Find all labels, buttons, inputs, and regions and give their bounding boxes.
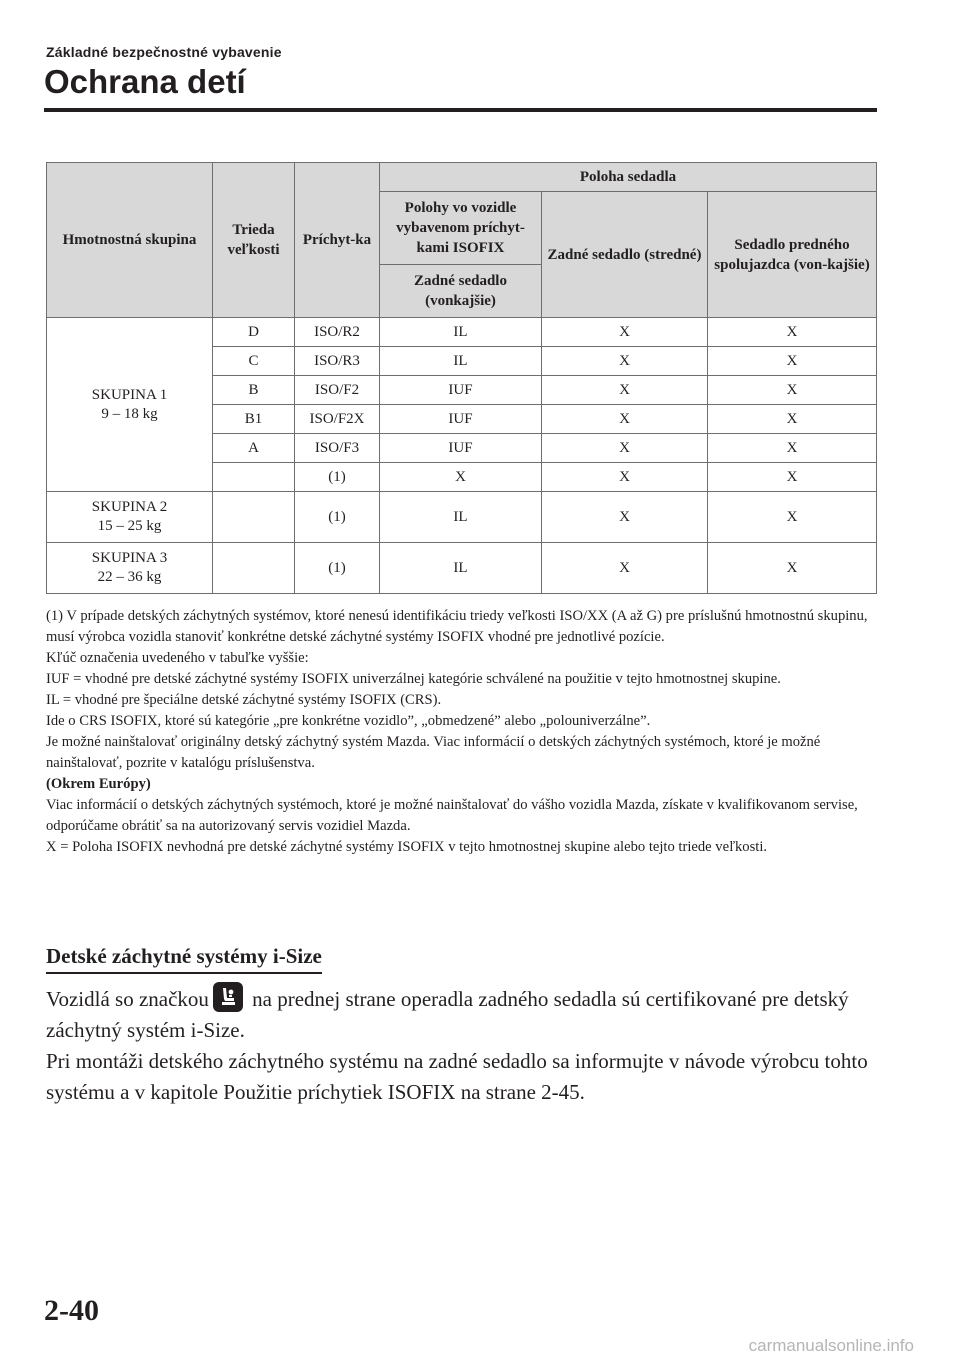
header-isofix-positions: Polohy vo vozidle vybavenom príchyt-kami ISOFIX <box>380 192 542 265</box>
rear-outboard-cell: IL <box>380 318 542 347</box>
fixture-cell: ISO/R3 <box>295 347 380 376</box>
size-class-cell <box>213 463 295 492</box>
paragraph-text: Vozidlá so značkou <box>46 987 209 1011</box>
size-class-cell: B <box>213 376 295 405</box>
rear-outboard-cell: IL <box>380 347 542 376</box>
note-il: IL = vhodné pre špeciálne detské záchytné systémy ISOFIX (CRS). <box>46 692 442 708</box>
paragraph-installation: Pri montáži detského záchytného systému na zadné sedadlo sa informujte v návode výrobcu tohto systému a v kapitole Použitie príchytiek ISOFIX na strane 2-45. <box>46 1049 868 1104</box>
header-rear-outboard: Zadné sedadlo (vonkajšie) <box>380 265 542 318</box>
rear-center-cell: X <box>542 463 708 492</box>
fixture-cell: (1) <box>295 492 380 543</box>
fixture-cell: (1) <box>295 543 380 594</box>
note-iuf: IUF = vhodné pre detské záchytné systémy ISOFIX univerzálnej kategórie schválené na použitie v tejto hmotnostnej skupine. <box>46 671 781 687</box>
note-except-europe: (Okrem Európy) <box>46 776 151 792</box>
section-body <box>46 982 886 1108</box>
front-passenger-cell: X <box>708 347 877 376</box>
group-weight: 9 – 18 kg <box>101 405 158 422</box>
page-title: Ochrana detí <box>44 63 246 100</box>
rear-center-cell: X <box>542 318 708 347</box>
group-name: SKUPINA 3 <box>91 550 168 566</box>
group-cell <box>47 318 213 492</box>
rear-center-cell: X <box>542 376 708 405</box>
size-class-cell: C <box>213 347 295 376</box>
front-passenger-cell: X <box>708 492 877 543</box>
fixture-cell: ISO/F3 <box>295 434 380 463</box>
group-weight: 22 – 36 kg <box>97 569 162 585</box>
isofix-table <box>46 162 877 594</box>
rear-outboard-cell: IL <box>380 492 542 543</box>
i-size-seat-icon <box>213 982 243 1012</box>
rear-outboard-cell: IUF <box>380 434 542 463</box>
front-passenger-cell: X <box>708 376 877 405</box>
size-class-cell <box>213 492 295 543</box>
group-cell <box>47 543 213 594</box>
header-weight-group: Hmotnostná skupina <box>47 163 213 318</box>
paragraph-text: na prednej strane operadla zadného sedadla sú certifikované pre detský záchytný systém i-Size. <box>46 987 849 1042</box>
front-passenger-cell: X <box>708 405 877 434</box>
table-notes <box>46 606 876 858</box>
fixture-cell: ISO/F2X <box>295 405 380 434</box>
rear-outboard-cell: IUF <box>380 405 542 434</box>
note-service: Viac informácií o detských záchytných systémoch, ktoré je možné nainštalovať do vášho vozidla Mazda, získate v kvalifikovanom servise, odporúčame obrátiť sa na autorizovaný servis vozidiel Mazda. <box>46 797 858 834</box>
front-passenger-cell: X <box>708 543 877 594</box>
header-fixture: Príchyt-ka <box>295 163 380 318</box>
front-passenger-cell: X <box>708 318 877 347</box>
note-footnote-1: (1) V prípade detských záchytných systémov, ktoré nenesú identifikáciu triedy veľkosti ISO/XX (A až G) pre príslušnú hmotnostnú skupinu, musí výrobca vozidla stanoviť konkrétne detské záchytné systémy ISOFIX vhodné pre jednotlivé pozície. <box>46 608 868 645</box>
header-size-class: Trieda veľkosti <box>213 163 295 318</box>
size-class-cell <box>213 543 295 594</box>
group-cell <box>47 492 213 543</box>
table-row <box>47 318 877 347</box>
paragraph-isize-marking <box>46 982 886 1046</box>
rear-center-cell: X <box>542 434 708 463</box>
note-crs-category: Ide o CRS ISOFIX, ktoré sú kategórie „pre konkrétne vozidlo”, „obmedzené” alebo „polouniverzálne”. <box>46 713 651 729</box>
rear-outboard-cell: IL <box>380 543 542 594</box>
rear-outboard-cell: X <box>380 463 542 492</box>
fixture-cell: ISO/R2 <box>295 318 380 347</box>
table-row <box>47 492 877 543</box>
size-class-cell: B1 <box>213 405 295 434</box>
group-name: SKUPINA 2 <box>91 499 168 515</box>
rear-center-cell: X <box>542 405 708 434</box>
rear-center-cell: X <box>542 492 708 543</box>
front-passenger-cell: X <box>708 434 877 463</box>
size-class-cell: D <box>213 318 295 347</box>
group-name: SKUPINA 1 <box>91 386 168 403</box>
note-key-intro: Kľúč označenia uvedeného v tabuľke vyššie: <box>46 650 309 666</box>
rear-center-cell: X <box>542 543 708 594</box>
title-divider <box>44 108 877 112</box>
page-number: 2-40 <box>44 1294 99 1327</box>
size-class-cell: A <box>213 434 295 463</box>
note-mazda-crs: Je možné nainštalovať originálny detský záchytný systém Mazda. Viac informácií o detských záchytných systémoch, ktoré je možné nainštalovať, pozrite v katalógu príslušenstva. <box>46 734 821 771</box>
fixture-cell: (1) <box>295 463 380 492</box>
note-x: X = Poloha ISOFIX nevhodná pre detské záchytné systémy ISOFIX v tejto hmotnostnej skupine alebo tejto triede veľkosti. <box>46 839 768 855</box>
header-rear-center: Zadné sedadlo (stredné) <box>542 192 708 318</box>
section-kicker: Základné bezpečnostné vybavenie <box>46 44 282 60</box>
section-heading: Detské záchytné systémy i-Size <box>46 942 322 974</box>
rear-outboard-cell: IUF <box>380 376 542 405</box>
header-front-passenger: Sedadlo predného spolujazdca (von-kajšie) <box>708 192 877 318</box>
table-row <box>47 543 877 594</box>
rear-center-cell: X <box>542 347 708 376</box>
group-weight: 15 – 25 kg <box>97 518 162 534</box>
header-seat-position: Poloha sedadla <box>380 163 877 192</box>
fixture-cell: ISO/F2 <box>295 376 380 405</box>
front-passenger-cell: X <box>708 463 877 492</box>
watermark: carmanualsonline.info <box>748 1336 914 1355</box>
